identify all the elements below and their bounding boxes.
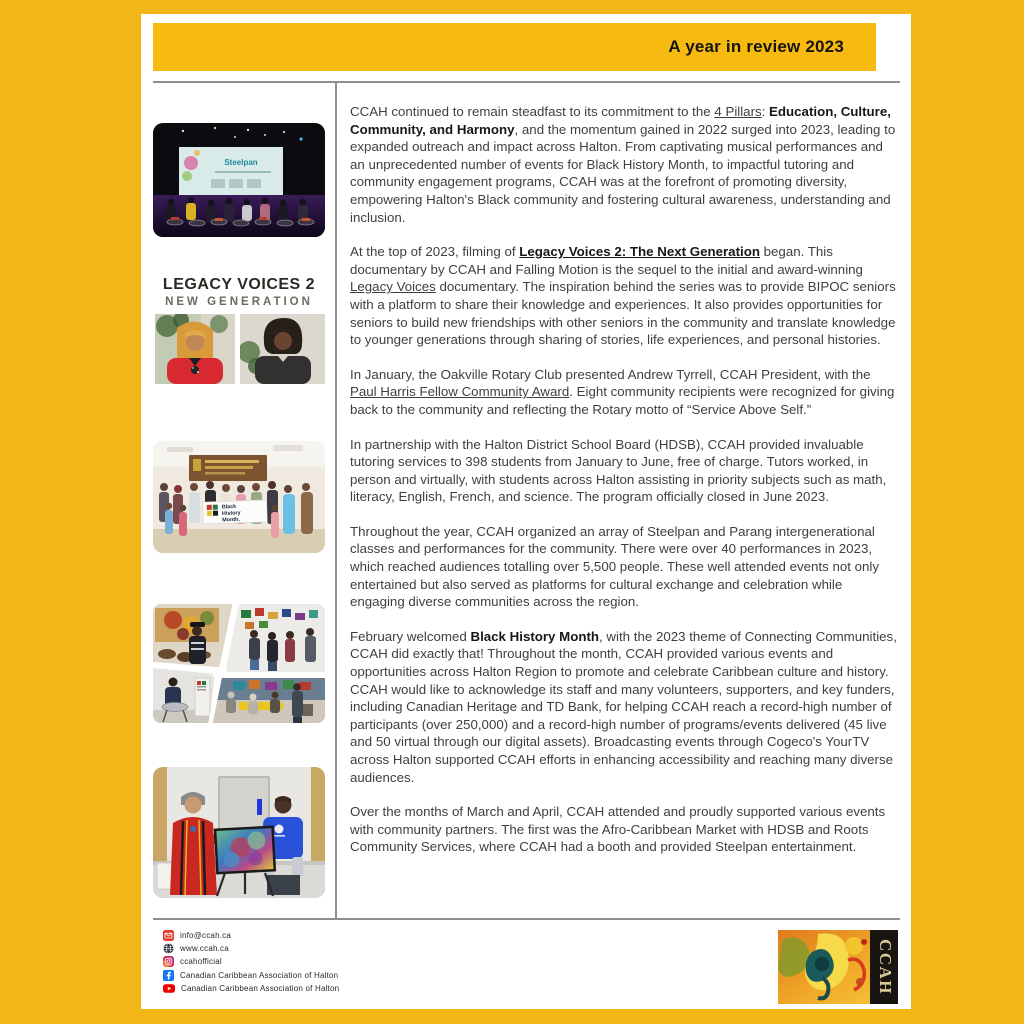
- contact-email[interactable]: [163, 929, 339, 942]
- contact-instagram[interactable]: [163, 955, 339, 968]
- facebook-icon: [163, 970, 174, 981]
- contact-website-label: www.ccah.ca: [180, 944, 229, 954]
- article-paragraph-4: In partnership with the Halton District School Board (HDSB), CCAH provided invaluable tutoring services to 398 students from January to June, free of charge. Tutors worked, in person and virtually, with students across Halton assisting in priority subjects such as math, literacy, English, French, and science. The program officially closed in June 2023.: [350, 436, 887, 505]
- screen-title-text: Steelpan: [224, 158, 258, 167]
- ccah-logo-text: CCAH: [876, 938, 896, 996]
- portrait-photo-right: [240, 314, 325, 384]
- email-icon: [163, 930, 174, 941]
- black-history-group-photo: [153, 441, 325, 553]
- article: [350, 103, 899, 873]
- newsletter-page: [141, 14, 911, 1009]
- steelpan-performance-photo: [153, 123, 325, 237]
- contact-website[interactable]: [163, 942, 339, 955]
- header-banner: [153, 23, 876, 71]
- contact-facebook[interactable]: [163, 969, 339, 982]
- ccah-logo: [778, 930, 898, 1004]
- contact-youtube-label: Canadian Caribbean Association of Halton: [181, 983, 340, 993]
- column-divider: [335, 81, 337, 920]
- portrait-photo-left: [155, 314, 235, 384]
- gallery-collage-photo: [153, 604, 325, 723]
- contact-facebook-label: Canadian Caribbean Association of Halton: [180, 970, 339, 980]
- contact-email-label: info@ccah.ca: [180, 931, 231, 941]
- page-title: A year in review 2023: [668, 37, 844, 56]
- contact-youtube[interactable]: [163, 982, 339, 995]
- article-paragraph-7: Over the months of March and April, CCAH attended and proudly supported various events with community partners. The first was the Afro-Caribbean Market with HDSB and Roots Community Services, where CCAH had a booth and provided Steelpan entertainment.: [350, 804, 886, 855]
- article-paragraph-1: CCAH continued to remain steadfast to its commitment to the 4 Pillars: Education, Culture, Community, and Harmony, and the momentum gained in 2022 surged into 2023, leading to expanded outreach and impact across Halton. From captivating musical performances and an unprecedented number of events for Black History Month, to impactful tutoring and community engagement programs, CCAH was at the forefront of promoting diversity, empowering Halton's Black community and fostering cultural awareness, understanding and inclusion.: [350, 104, 896, 225]
- contact-instagram-label: ccahofficial: [180, 957, 222, 967]
- bottom-rule: [153, 918, 900, 920]
- article-paragraph-6: February welcomed Black History Month, with the 2023 theme of Connecting Communities, CCAH did exactly that! Throughout the month, CCAH provided various events and opportunities across Halton Region to promote and celebrate Caribbean culture and history. CCAH would like to acknowledge its staff and many volunteers, supporters, and key funders, including Canadian Heritage and TD Bank, for helping CCAH reach a record-high number of participants (over 250,000) and a record-high number of programs/events delivered (45 live and 50 virtual through our digital assets). Broadcasting events through Cogeco's YourTV across Halton supported CCAH efforts in enhancing accessibility and reaching many diverse audiences.: [350, 628, 897, 785]
- instagram-icon: [163, 956, 174, 967]
- legacy-voices-title: LEGACY VOICES 2: [162, 276, 316, 293]
- article-paragraph-3: In January, the Oakville Rotary Club presented Andrew Tyrrell, CCAH President, with the Paul Harris Fellow Community Award. Eight community recipients were recognized for giving back to the community and reflecting the Rotary motto of “Service Above Self.”: [350, 366, 895, 417]
- painting-presentation-photo: [153, 767, 325, 898]
- banner-line3: Month.: [222, 516, 241, 524]
- contact-list: [163, 929, 339, 995]
- banner-line2: History: [221, 510, 241, 517]
- article-paragraph-2: At the top of 2023, filming of Legacy Voices 2: The Next Generation began. This documentary by CCAH and Falling Motion is the sequel to the initial and award-winning Legacy Voices documentary. The inspiration behind the series was to provide BIPOC seniors with a platform to share their knowledge and experiences. It also provides opportunities for seniors to build new friendships with other seniors in the community and translate knowledge to younger generations through sharing of stories, life experiences, and personal histories.: [350, 244, 896, 348]
- banner-line1: Black: [221, 503, 237, 511]
- top-rule: [153, 81, 900, 83]
- youtube-icon: [163, 983, 175, 994]
- legacy-voices-subtitle: NEW GENERATION: [165, 296, 313, 308]
- globe-icon: [163, 943, 174, 954]
- article-paragraph-5: Throughout the year, CCAH organized an array of Steelpan and Parang intergenerational classes and performances for the community. There were over 40 performances in 2023, which reached audiences totalling over 5,500 people. These well attended events not only entertained but also served as platforms for cultural exchange and celebration while engaging diverse communities across the region.: [350, 523, 880, 610]
